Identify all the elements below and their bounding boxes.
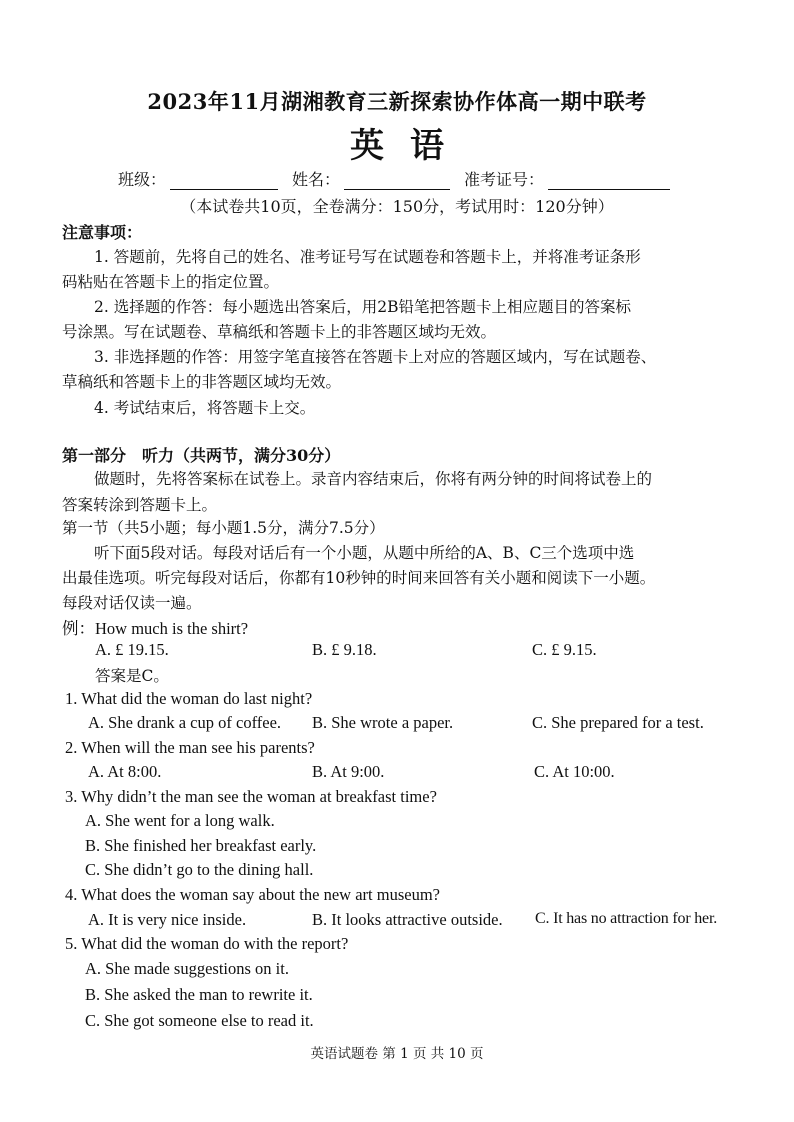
section1-instructions: 每段对话仅读一遍。 <box>62 594 202 612</box>
q4-option-b: B. It looks attractive outside. <box>312 910 503 929</box>
exam-info: （本试卷共10页，全卷满分：150分，考试用时：120分钟） <box>180 197 614 216</box>
notice-item: 1. 答题前，先将自己的姓名、准考证号写在试题卷和答题卡上，并将准考证条形 <box>94 248 641 266</box>
ticket-blank <box>548 175 670 190</box>
name-blank <box>344 175 450 190</box>
notice-item: 草稿纸和答题卡上的非答题区域均无效。 <box>62 373 342 391</box>
q2-option-a: A. At 8:00. <box>88 762 162 781</box>
q5-option-c: C. She got someone else to read it. <box>85 1011 314 1030</box>
ticket-label: 准考证号： <box>464 170 545 189</box>
part1-intro: 做题时，先将答案标在试卷上。录音内容结束后，你将有两分钟的时间将试卷上的 <box>94 470 653 488</box>
notice-heading: 注意事项： <box>62 223 143 242</box>
q1-option-c: C. She prepared for a test. <box>532 713 704 732</box>
name-label: 姓名： <box>292 170 341 189</box>
notice-item: 4. 考试结束后，将答题卡上交。 <box>94 399 316 417</box>
example-option-c: C. £ 9.15. <box>532 640 597 659</box>
section1-instructions: 听下面5段对话。每段对话后有一个小题，从题中所给的A、B、C三个选项中选 <box>94 544 635 562</box>
section1-heading: 第一节（共5小题；每小题1.5分，满分7.5分） <box>62 519 385 537</box>
notice-item: 码粘贴在答题卡上的指定位置。 <box>62 273 280 291</box>
q3-option-b: B. She finished her breakfast early. <box>85 836 317 855</box>
question-1: 1. What did the woman do last night? <box>65 689 313 708</box>
q2-option-b: B. At 9:00. <box>312 762 385 781</box>
part1-heading: 第一部分 听力（共两节，满分30分） <box>62 446 341 465</box>
part1-intro: 答案转涂到答题卡上。 <box>62 496 218 514</box>
q5-option-b: B. She asked the man to rewrite it. <box>85 985 313 1004</box>
q3-option-c: C. She didn’t go to the dining hall. <box>85 860 314 879</box>
q5-option-a: A. She made suggestions on it. <box>85 959 289 978</box>
example-answer: 答案是C。 <box>95 667 169 685</box>
notice-item: 3. 非选择题的作答：用签字笔直接答在答题卡上对应的答题区域内，写在试题卷、 <box>94 348 657 366</box>
q1-option-a: A. She drank a cup of coffee. <box>88 713 282 732</box>
question-4: 4. What does the woman say about the new art museum? <box>65 885 440 904</box>
notice-item: 2. 选择题的作答：每小题选出答案后，用2B铅笔把答题卡上相应题目的答案标 <box>94 298 631 316</box>
q3-option-a: A. She went for a long walk. <box>85 811 275 830</box>
section1-instructions: 出最佳选项。听完每段对话后，你都有10秒钟的时间来回答有关小题和阅读下一小题。 <box>62 569 656 587</box>
question-5: 5. What did the woman do with the report? <box>65 934 349 953</box>
class-blank <box>170 175 278 190</box>
exam-title: 2023年11月湖湘教育三新探索协作体高一期中联考 <box>147 89 647 114</box>
q4-option-c: C. It has no attraction for her. <box>535 910 717 927</box>
example-option-a: A. £ 19.15. <box>95 640 169 659</box>
question-2: 2. When will the man see his parents? <box>65 738 315 757</box>
subject-title: 英语 <box>350 126 470 166</box>
page-footer: 英语试题卷 第 1 页 共 10 页 <box>310 1046 484 1062</box>
q1-option-b: B. She wrote a paper. <box>312 713 454 732</box>
candidate-fields <box>118 167 684 190</box>
q4-option-a: A. It is very nice inside. <box>88 910 247 929</box>
question-3: 3. Why didn’t the man see the woman at breakfast time? <box>65 787 437 806</box>
class-label: 班级： <box>118 170 167 189</box>
example-question: 例：How much is the shirt? <box>62 619 249 638</box>
example-option-b: B. £ 9.18. <box>312 640 377 659</box>
notice-item: 号涂黑。写在试题卷、草稿纸和答题卡上的非答题区域均无效。 <box>62 323 497 341</box>
q2-option-c: C. At 10:00. <box>534 762 615 781</box>
